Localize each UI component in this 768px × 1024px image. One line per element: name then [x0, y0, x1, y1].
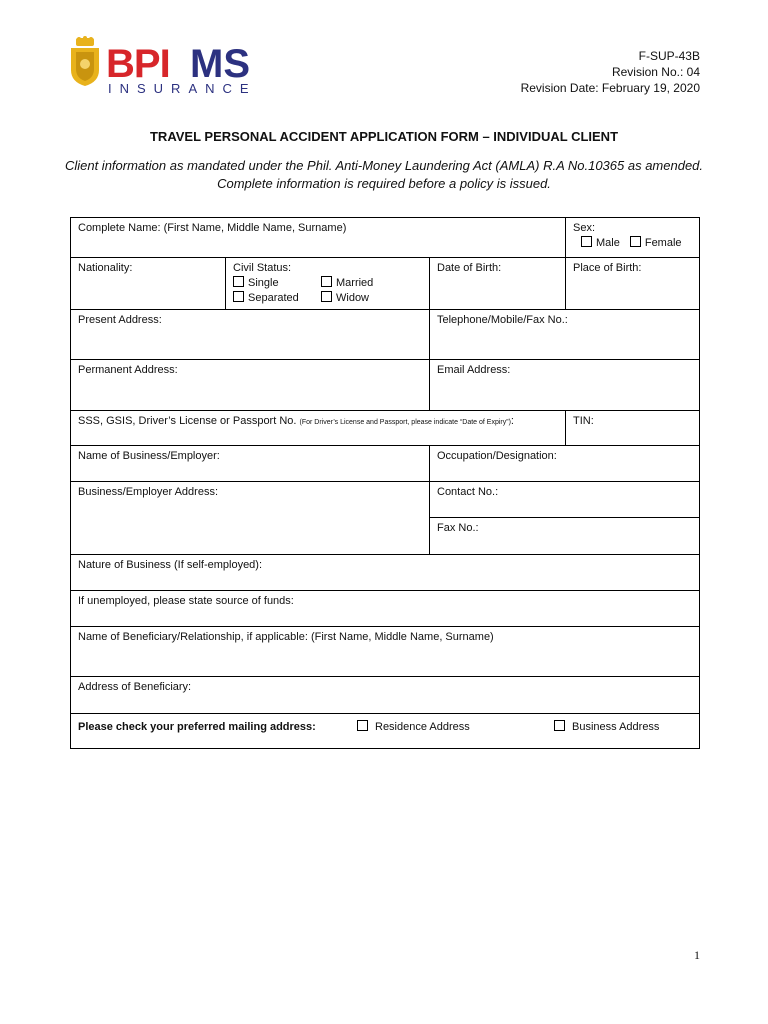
source-of-funds-label: If unemployed, please state source of funds:: [78, 595, 294, 607]
sex-label: Sex:: [573, 222, 596, 234]
separated-option[interactable]: [233, 291, 321, 306]
business-name-label: Name of Business/Employer:: [78, 450, 220, 462]
contact-field[interactable]: [430, 482, 699, 518]
beneficiary-label: Name of Beneficiary/Relationship, if applicable: (First Name, Middle Name, Surname): [78, 631, 494, 643]
widow-option[interactable]: [321, 291, 373, 306]
revision-number: Revision No.: 04: [611, 65, 700, 79]
id-number-field[interactable]: [71, 411, 566, 445]
widow-checkbox[interactable]: [321, 291, 332, 302]
row-business: [71, 446, 699, 482]
row-business-address: [71, 482, 699, 555]
civil-status-field: [226, 258, 430, 309]
email-label: Email Address:: [437, 364, 511, 376]
female-checkbox[interactable]: [630, 236, 641, 247]
business-address-field[interactable]: [71, 482, 430, 554]
residence-option[interactable]: [357, 720, 470, 735]
logo-brand-bpi: BPI: [106, 42, 170, 86]
separated-checkbox[interactable]: [233, 291, 244, 302]
id-number-label: SSS, GSIS, Driver’s License or Passport No.: [78, 415, 297, 427]
business-address-checkbox[interactable]: [554, 720, 565, 731]
mailing-address-field: [71, 714, 699, 748]
occupation-label: Occupation/Designation:: [437, 450, 557, 462]
single-checkbox[interactable]: [233, 276, 244, 287]
tin-label: TIN:: [573, 415, 594, 427]
id-number-note: (For Driver’s License and Passport, please indicate “Date of Expiry”): [299, 419, 511, 426]
present-address-label: Present Address:: [78, 314, 162, 326]
pob-field[interactable]: [566, 258, 699, 309]
row-beneficiary: [71, 627, 699, 677]
bpi-ms-logo: [66, 36, 266, 102]
id-number-colon: :: [510, 415, 514, 427]
form-code: F-SUP-43B: [638, 49, 700, 63]
female-option[interactable]: [630, 236, 682, 251]
form-meta: [521, 48, 700, 96]
single-option[interactable]: [233, 276, 321, 291]
nationality-field[interactable]: [71, 258, 226, 309]
row-name-sex: [71, 218, 699, 258]
dob-label: Date of Birth:: [437, 262, 502, 274]
logo-brand-ms: MS: [190, 42, 250, 86]
telephone-field[interactable]: [430, 310, 699, 359]
subtitle-line-1: Client information as mandated under the Phil. Anti-Money Laundering Act (AMLA) R.A No.10365 as amended.: [64, 158, 704, 173]
row-nature-business: [71, 555, 699, 591]
beneficiary-address-field[interactable]: [71, 677, 699, 713]
permanent-address-label: Permanent Address:: [78, 364, 178, 376]
logo-brand-insurance: INSURANCE: [108, 81, 257, 96]
occupation-field[interactable]: [430, 446, 699, 481]
married-checkbox[interactable]: [321, 276, 332, 287]
crest-icon: [68, 36, 102, 88]
complete-name-label: Complete Name: (First Name, Middle Name, Surname): [78, 222, 347, 234]
page-number: 1: [694, 948, 700, 962]
row-present-address: [71, 310, 699, 360]
female-label: Female: [644, 237, 682, 249]
pob-label: Place of Birth:: [573, 262, 642, 274]
single-label: Single: [248, 277, 279, 289]
row-mailing: [71, 714, 699, 748]
married-label: Married: [336, 277, 374, 289]
beneficiary-address-label: Address of Beneficiary:: [78, 681, 192, 693]
nature-business-label: Nature of Business (If self-employed):: [78, 559, 263, 571]
fax-field[interactable]: [430, 518, 699, 554]
business-name-field[interactable]: [71, 446, 430, 481]
sex-field: [566, 218, 699, 257]
row-ids: [71, 411, 699, 446]
row-unemployed: [71, 591, 699, 627]
dob-field[interactable]: [430, 258, 566, 309]
business-address-label: Business/Employer Address:: [78, 486, 219, 498]
beneficiary-field[interactable]: [71, 627, 699, 676]
application-form: [70, 217, 700, 749]
civil-status-label: Civil Status:: [233, 262, 292, 274]
form-subtitle: [0, 157, 768, 193]
fax-label: Fax No.:: [437, 522, 479, 534]
permanent-address-field[interactable]: [71, 360, 430, 410]
tin-field[interactable]: [566, 411, 699, 445]
married-option[interactable]: [321, 276, 373, 291]
row-beneficiary-address: [71, 677, 699, 714]
male-option[interactable]: [581, 236, 620, 251]
source-of-funds-field[interactable]: [71, 591, 699, 626]
email-field[interactable]: [430, 360, 699, 410]
telephone-label: Telephone/Mobile/Fax No.:: [437, 314, 568, 326]
revision-date: Revision Date: February 19, 2020: [520, 81, 700, 95]
male-label: Male: [596, 237, 620, 249]
nationality-label: Nationality:: [78, 262, 133, 274]
widow-label: Widow: [336, 292, 370, 304]
male-checkbox[interactable]: [581, 236, 592, 247]
business-address-option-label: Business Address: [572, 721, 660, 733]
business-address-option[interactable]: [554, 720, 659, 735]
residence-checkbox[interactable]: [357, 720, 368, 731]
subtitle-line-2: Complete information is required before a policy is issued.: [217, 176, 551, 191]
complete-name-field[interactable]: [71, 218, 566, 257]
separated-label: Separated: [248, 292, 299, 304]
form-title: TRAVEL PERSONAL ACCIDENT APPLICATION FORM – INDIVIDUAL CLIENT: [149, 129, 619, 144]
residence-label: Residence Address: [375, 721, 470, 733]
nature-business-field[interactable]: [71, 555, 699, 590]
row-permanent-address: [71, 360, 699, 411]
mailing-prompt: Please check your preferred mailing address:: [78, 721, 316, 733]
row-personal: [71, 258, 699, 310]
present-address-field[interactable]: [71, 310, 430, 359]
contact-label: Contact No.:: [437, 486, 499, 498]
contact-fax-group: [430, 482, 699, 554]
